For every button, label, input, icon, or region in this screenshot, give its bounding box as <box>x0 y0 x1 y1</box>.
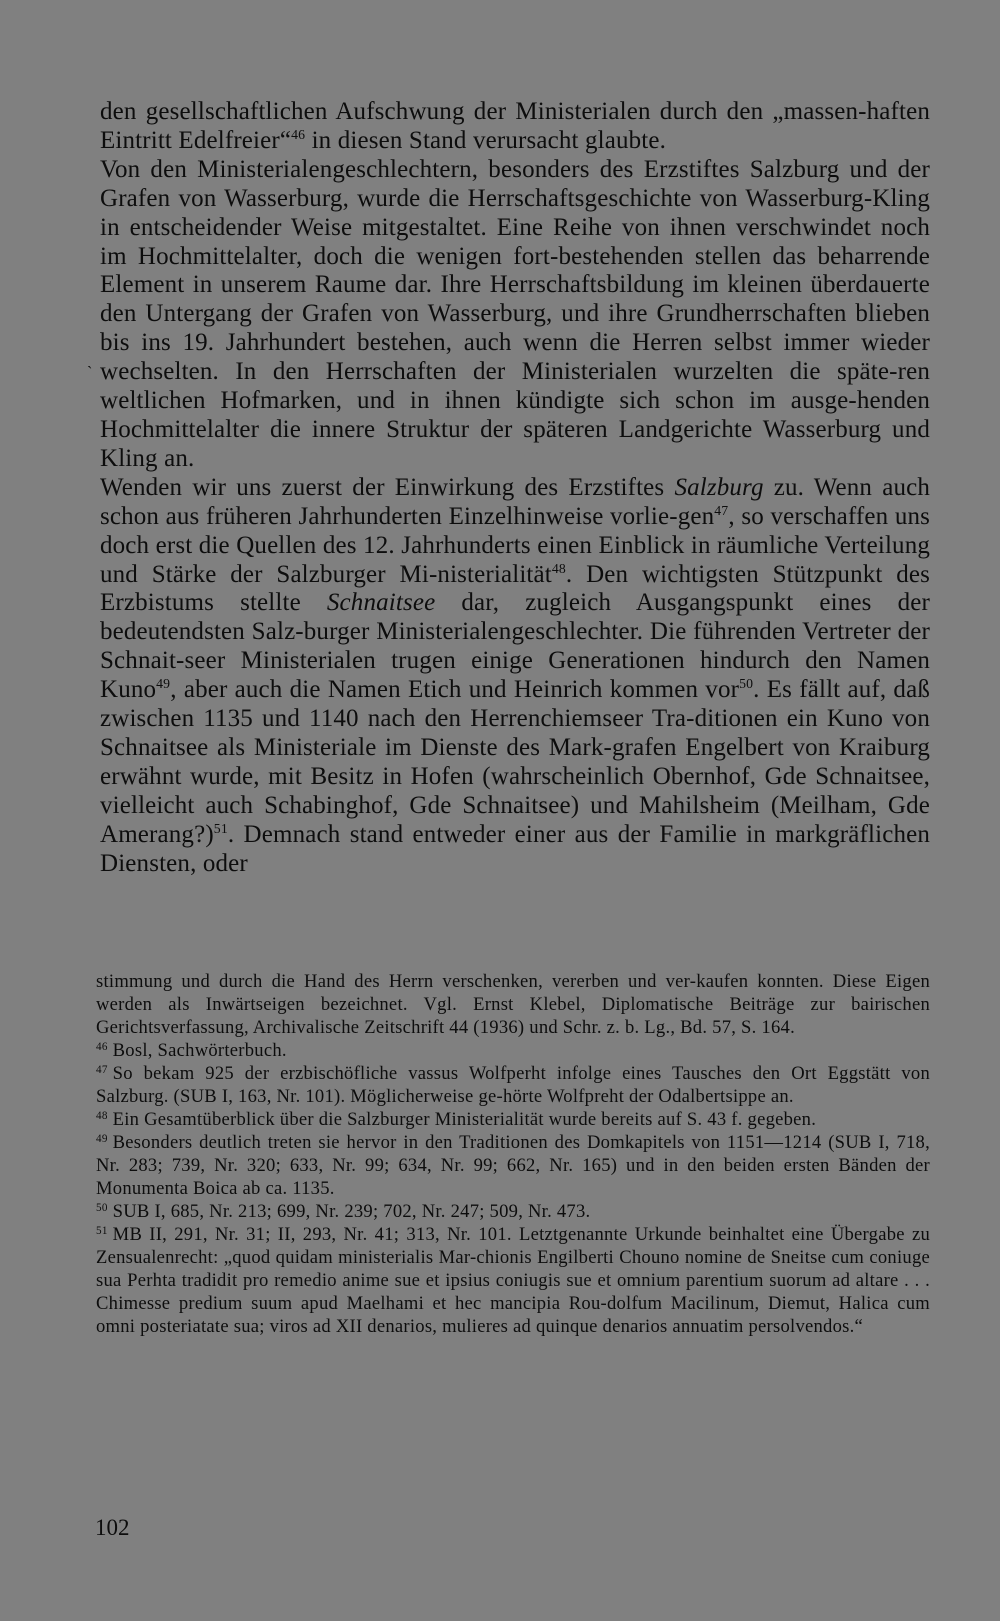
footnote-49: $^{49}$ Besonders deutlich treten sie hervor in den Traditionen des Domkapitels von 1151—1214 (SUB I, 718, Nr. 283; 739, Nr. 320; 633, Nr. 99; 634, Nr. 99; 662, Nr. 165) und in den beiden ersten Bänden der Monumenta Boica ab ca. 1135. <box>96 1132 930 1199</box>
footnote-51: $^{51}$ MB II, 291, Nr. 31; II, 293, Nr. 41; 313, Nr. 101. Letztgenannte Urkunde beinhaltet eine Übergabe zu Zensualenrecht: „quod quidam ministerialis Mar-chionis Engilberti Chouno nomine de Sneitse cum coniuge sua Perhta tradidit pro remedio anime sue et ipsius coniugis sue et omnium parentium suorum ad altare . . . Chimesse predium suum apud Maelhami et hec mancipia Rou-dolfum Macilinum, Diemut, Halica cum omni posteriatate sua; viros ad XII denarios, mulieres ad quinque denarios annuatim persolvendos.“ <box>96 1224 930 1337</box>
paragraph-2: Von den Ministerialengeschlechtern, besonders des Erzstiftes Salzburg und der Grafen von Wasserburg, wurde die Herrschaftsgeschichte von Wasserburg-Kling in entscheidender Weise mitgestaltet. Eine Reihe von ihnen verschwindet noch im Hochmittelalter, doch die wenigen fort-bestehenden stellen das beharrende Element in unserem Raume dar. Ihre Herrschaftsbildung im kleinen überdauerte den Untergang der Grafen von Wasserburg, und ihre Grundherrschaften blieben bis ins 19. Jahrhundert bestehen, auch wenn die Herren selbst immer wieder wechselten. In den Herrschaften der Ministerialen wurzelten die späte-ren weltlichen Hofmarken, und in ihnen kündigte sich schon im ausge-henden Hochmittelalter die innere Struktur der späteren Landgerichte Wasserburg und Kling an. <box>100 155 930 472</box>
page-number: 102 <box>95 1515 130 1540</box>
footnote-ref-48: 48 <box>551 560 566 576</box>
footnote-50: $^{50}$ SUB I, 685, Nr. 213; 699, Nr. 239; 702, Nr. 247; 509, Nr. 473. <box>96 1201 591 1222</box>
footnotes <box>96 970 930 1338</box>
paragraph-3: Wenden wir uns zuerst der Einwirkung des Erzstiftes Salzburg zu. Wenn auch schon aus früheren Jahrhunderten Einzelhinweise vorlie-gen$^{47}$, so verschaffen uns doch erst die Quellen des 12. Jahrhunderts einen Einblick in räumliche Verteilung und Stärke der Salzburger Mi-nisterialität$^{48}$. Den wichtigsten Stützpunkt des Erzbistums stellte Schnaitsee dar, zugleich Ausgangspunkt eines der bedeutendsten Salz-burger Ministerialengeschlechter. Die führenden Vertreter der Schnait-seer Ministerialen trugen einige Generationen hindurch den Namen Kuno$^{49}$, aber auch die Namen Etich und Heinrich kommen vor$^{50}$. Es fällt auf, daß zwischen 1135 und 1140 nach den Herrenchiemseer Tra-ditionen ein Kuno von Schnaitsee als Ministeriale im Dienste des Mark-grafen Engelbert von Kraiburg erwähnt wurde, mit Besitz in Hofen (wahrscheinlich Obernhof, Gde Schnaitsee, vielleicht auch Schabinghof, Gde Schnaitsee) und Mahilsheim (Meilham, Gde Amerang?)$^{51}$. Demnach stand entweder einer aus der Familie in markgräflichen Diensten, oder <box>100 473 931 877</box>
footnote-number: 47 <box>96 1063 108 1076</box>
margin-mark: ` <box>87 364 93 381</box>
footnote-ref-51: 51 <box>213 820 228 836</box>
place-schnaitsee: Schnaitsee <box>326 589 436 617</box>
footnote-ref-50: 50 <box>739 676 754 692</box>
body-text <box>100 98 930 878</box>
footnote-continuation: stimmung und durch die Hand des Herrn verschenken, vererben und ver-kaufen konnten. Diese Eigen werden als Inwärtseigen bezeichnet. Vgl. Ernst Klebel, Diplomatische Beiträge zur bairischen Gerichtsverfassung, Archivalische Zeitschrift 44 (1936) und Schr. z. b. Lg., Bd. 57, S. 164. <box>96 971 930 1038</box>
footnote-48: $^{48}$ Ein Gesamtüberblick über die Salzburger Ministerialität wurde bereits auf S. 43 f. gegeben. <box>96 1109 817 1130</box>
footnote-number: 46 <box>96 1040 108 1053</box>
footnote-number: 50 <box>96 1201 108 1214</box>
footnote-ref-49: 49 <box>156 676 171 692</box>
footnote-number: 51 <box>96 1224 108 1237</box>
place-salzburg: Salzburg <box>674 473 764 501</box>
paragraph-1: den gesellschaftlichen Aufschwung der Ministerialen durch den „massen-haften Eintritt Edelfreier“$^{46}$ in diesen Stand verursacht glaubte. <box>100 98 930 154</box>
footnote-number: 48 <box>96 1109 108 1122</box>
footnote-number: 49 <box>96 1132 108 1145</box>
footnote-46: $^{46}$ Bosl, Sachwörterbuch. <box>96 1040 287 1061</box>
footnote-47: $^{47}$ So bekam 925 der erzbischöfliche vassus Wolfperht infolge eines Tausches den Ort Eggstätt von Salzburg. (SUB I, 163, Nr. 101). Möglicherweise ge-hörte Wolfpreht der Odalbertsippe an. <box>96 1063 930 1107</box>
footnote-ref-47: 47 <box>714 502 729 518</box>
footnote-ref-46: 46 <box>291 126 306 142</box>
